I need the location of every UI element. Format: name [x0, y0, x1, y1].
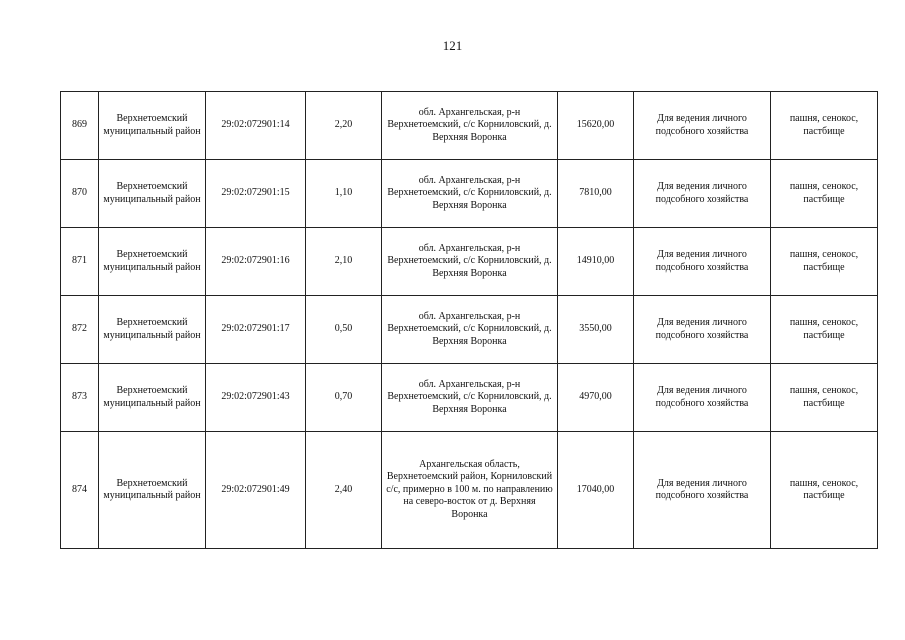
area-cell: 0,50 — [306, 296, 382, 364]
value-cell: 4970,00 — [558, 364, 634, 432]
permitted-use-cell: Для ведения личного подсобного хозяйства — [634, 296, 771, 364]
row-number-cell: 874 — [61, 432, 99, 549]
district-cell: Верхнетоемский муниципальный район — [99, 228, 206, 296]
value-cell: 17040,00 — [558, 432, 634, 549]
land-type-cell: пашня, сенокос, пастбище — [771, 92, 878, 160]
area-cell: 2,40 — [306, 432, 382, 549]
area-cell: 2,10 — [306, 228, 382, 296]
table-row — [61, 160, 878, 228]
value-cell: 14910,00 — [558, 228, 634, 296]
land-type-cell: пашня, сенокос, пастбище — [771, 296, 878, 364]
table-row — [61, 296, 878, 364]
cadastral-number-cell: 29:02:072901:16 — [206, 228, 306, 296]
table-row — [61, 432, 878, 549]
area-cell: 0,70 — [306, 364, 382, 432]
permitted-use-cell: Для ведения личного подсобного хозяйства — [634, 432, 771, 549]
land-type-cell: пашня, сенокос, пастбище — [771, 228, 878, 296]
value-cell: 15620,00 — [558, 92, 634, 160]
cadastral-number-cell: 29:02:072901:17 — [206, 296, 306, 364]
table-row — [61, 364, 878, 432]
permitted-use-cell: Для ведения личного подсобного хозяйства — [634, 160, 771, 228]
cadastral-number-cell: 29:02:072901:49 — [206, 432, 306, 549]
address-cell: обл. Архангельская, р-н Верхнетоемский, с/с Корниловский, д. Верхняя Воронка — [382, 92, 558, 160]
land-type-cell: пашня, сенокос, пастбище — [771, 432, 878, 549]
permitted-use-cell: Для ведения личного подсобного хозяйства — [634, 364, 771, 432]
page-number: 121 — [442, 38, 463, 53]
table-row — [61, 92, 878, 160]
address-cell: обл. Архангельская, р-н Верхнетоемский, с/с Корниловский, д. Верхняя Воронка — [382, 364, 558, 432]
permitted-use-cell: Для ведения личного подсобного хозяйства — [634, 92, 771, 160]
district-cell: Верхнетоемский муниципальный район — [99, 364, 206, 432]
district-cell: Верхнетоемский муниципальный район — [99, 160, 206, 228]
value-cell: 7810,00 — [558, 160, 634, 228]
address-cell: обл. Архангельская, р-н Верхнетоемский, с/с Корниловский, д. Верхняя Воронка — [382, 296, 558, 364]
district-cell: Верхнетоемский муниципальный район — [99, 92, 206, 160]
area-cell: 1,10 — [306, 160, 382, 228]
land-type-cell: пашня, сенокос, пастбище — [771, 160, 878, 228]
row-number-cell: 871 — [61, 228, 99, 296]
land-type-cell: пашня, сенокос, пастбище — [771, 364, 878, 432]
address-cell: обл. Архангельская, р-н Верхнетоемский, с/с Корниловский, д. Верхняя Воронка — [382, 228, 558, 296]
area-cell: 2,20 — [306, 92, 382, 160]
row-number-cell: 870 — [61, 160, 99, 228]
district-cell: Верхнетоемский муниципальный район — [99, 296, 206, 364]
table-row — [61, 228, 878, 296]
permitted-use-cell: Для ведения личного подсобного хозяйства — [634, 228, 771, 296]
address-cell: Архангельская область, Верхнетоемский район, Корниловский с/с, примерно в 100 м. по направлению на северо-восток от д. Верхняя Воронка — [382, 432, 558, 549]
row-number-cell: 872 — [61, 296, 99, 364]
district-cell: Верхнетоемский муниципальный район — [99, 432, 206, 549]
address-cell: обл. Архангельская, р-н Верхнетоемский, с/с Корниловский, д. Верхняя Воронка — [382, 160, 558, 228]
value-cell: 3550,00 — [558, 296, 634, 364]
cadastral-number-cell: 29:02:072901:14 — [206, 92, 306, 160]
row-number-cell: 869 — [61, 92, 99, 160]
cadastral-number-cell: 29:02:072901:15 — [206, 160, 306, 228]
cadastral-number-cell: 29:02:072901:43 — [206, 364, 306, 432]
row-number-cell: 873 — [61, 364, 99, 432]
land-plot-table — [60, 91, 878, 549]
